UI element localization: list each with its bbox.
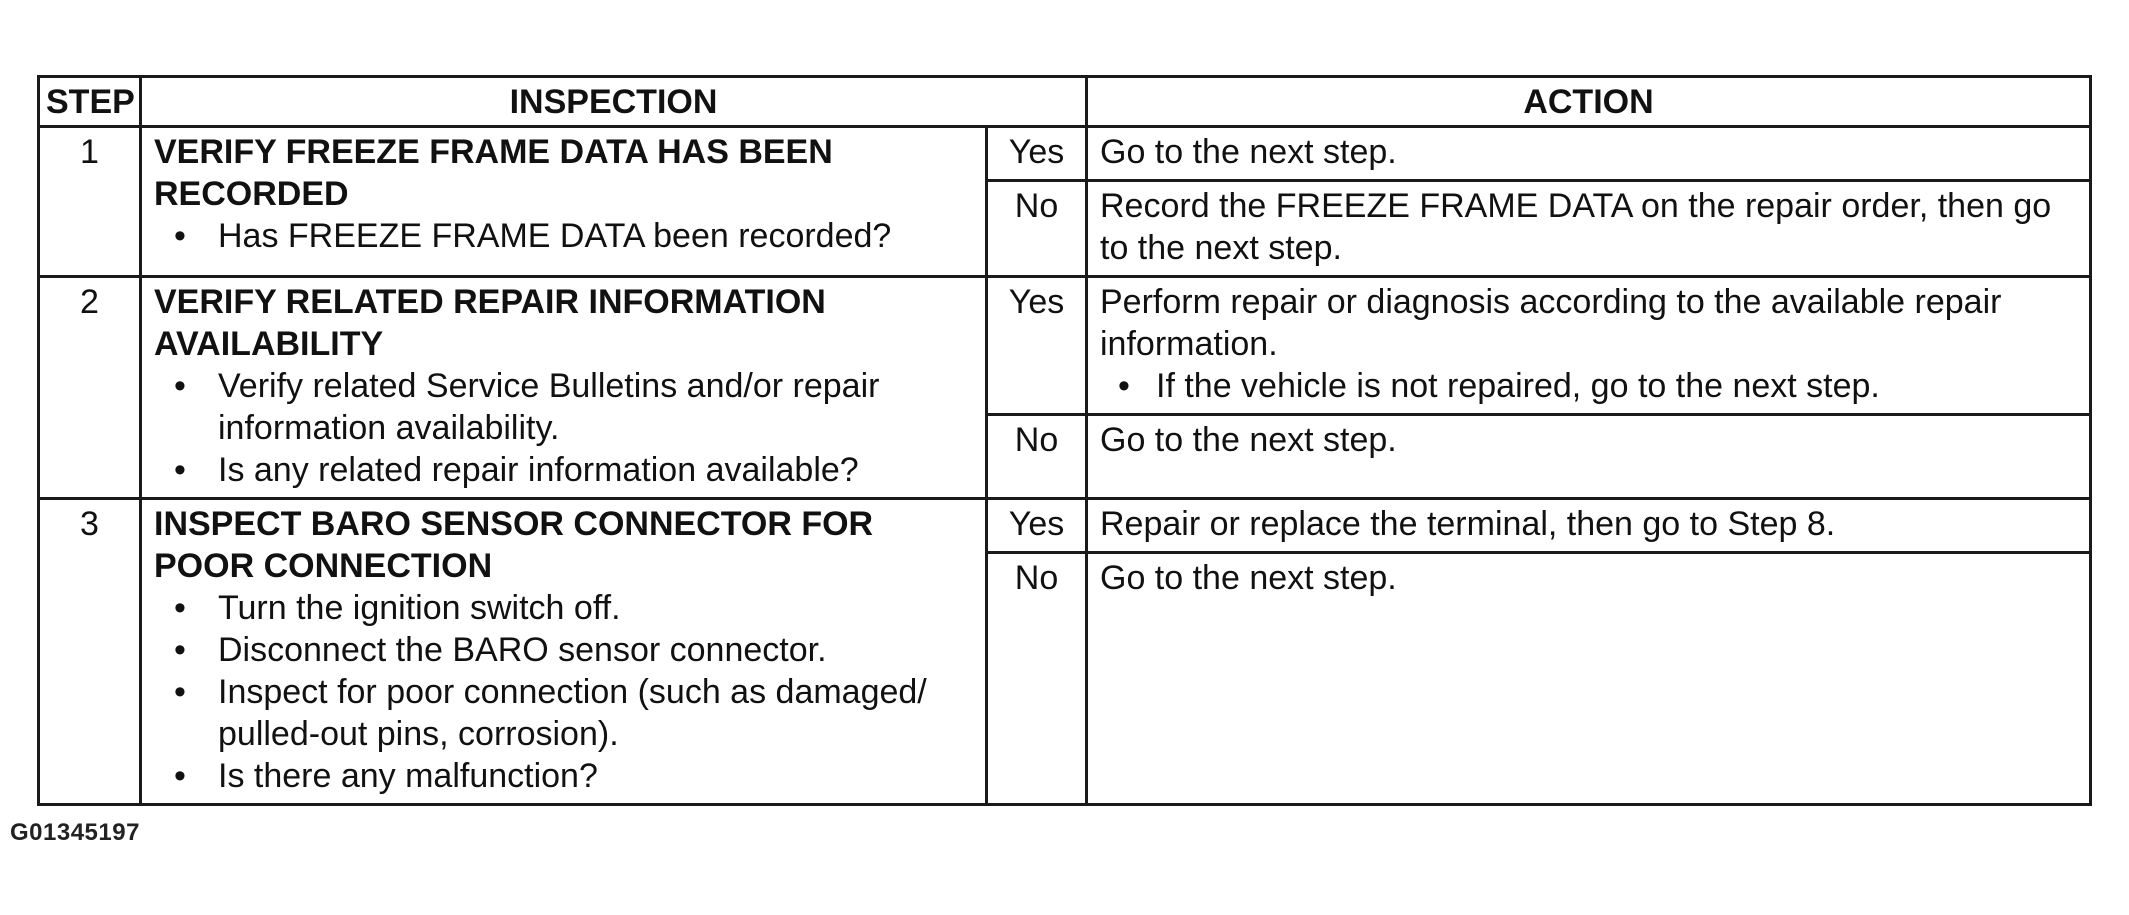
action-bullet: • If the vehicle is not repaired, go to the next step. xyxy=(1156,365,2079,407)
no-label: No xyxy=(987,181,1087,277)
no-label: No xyxy=(987,553,1087,805)
step-number: 1 xyxy=(39,127,141,277)
step-number: 3 xyxy=(39,499,141,805)
yes-action: Go to the next step. xyxy=(1087,127,2091,181)
inspection-bullet: • Has FREEZE FRAME DATA been recorded? xyxy=(218,215,975,257)
inspection-bullet: • Inspect for poor connection (such as damaged/ pulled-out pins, corrosion). xyxy=(218,671,975,755)
table-row xyxy=(39,499,2091,553)
inspection-title: VERIFY FREEZE FRAME DATA HAS BEEN RECORDED xyxy=(154,133,833,213)
no-action: Go to the next step. xyxy=(1087,415,2091,499)
inspection-bullet: • Disconnect the BARO sensor connector. xyxy=(218,629,975,671)
inspection-bullet: • Is there any malfunction? xyxy=(218,755,975,797)
table-header-row xyxy=(39,77,2091,127)
table-row xyxy=(39,277,2091,415)
inspection-title: VERIFY RELATED REPAIR INFORMATION AVAILABILITY xyxy=(154,283,826,363)
table-row xyxy=(39,127,2091,181)
inspection-bullet: • Is any related repair information available? xyxy=(218,449,975,491)
action-bullet-list xyxy=(1100,365,2079,407)
no-label: No xyxy=(987,415,1087,499)
no-action: Go to the next step. xyxy=(1087,553,2091,805)
yes-label: Yes xyxy=(987,277,1087,415)
inspection-bullet-list xyxy=(154,587,975,797)
inspection-cell xyxy=(141,277,987,499)
figure-id: G01345197 xyxy=(10,819,140,846)
inspection-bullet: • Turn the ignition switch off. xyxy=(218,587,975,629)
yes-action: Perform repair or diagnosis according to the available repair information. xyxy=(1100,283,2002,363)
inspection-bullet-list xyxy=(154,365,975,491)
inspection-bullet: • Verify related Service Bulletins and/or repair information availability. xyxy=(218,365,975,449)
inspection-cell xyxy=(141,127,987,277)
inspection-column-header: INSPECTION xyxy=(141,77,1087,127)
yes-label: Yes xyxy=(987,127,1087,181)
inspection-title: INSPECT BARO SENSOR CONNECTOR FOR POOR CONNECTION xyxy=(154,505,874,585)
yes-action: Repair or replace the terminal, then go to Step 8. xyxy=(1087,499,2091,553)
yes-action-cell xyxy=(1087,277,2091,415)
yes-label: Yes xyxy=(987,499,1087,553)
step-number: 2 xyxy=(39,277,141,499)
step-column-header: STEP xyxy=(39,77,141,127)
inspection-cell xyxy=(141,499,987,805)
inspection-bullet-list xyxy=(154,215,975,257)
diagnostic-table xyxy=(37,75,2092,806)
no-action: Record the FREEZE FRAME DATA on the repair order, then go to the next step. xyxy=(1087,181,2091,277)
action-column-header: ACTION xyxy=(1087,77,2091,127)
